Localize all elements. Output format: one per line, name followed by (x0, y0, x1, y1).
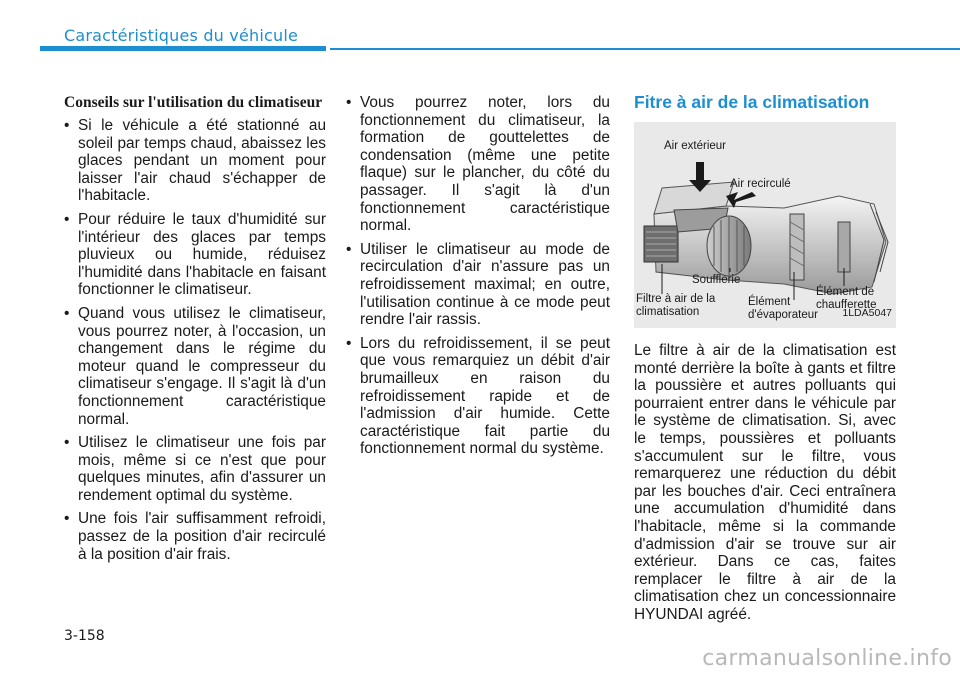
subheading-ac-tips: Conseils sur l'utilisation du climatiseur (64, 94, 323, 111)
list-item: • Utiliser le climatiseur au mode de recirculation d'air n'assure pas un refroidissement maximal; en outre, l'utilisation continue à ce mode peut rendre l'air rassis. (346, 240, 610, 329)
ac-filter-diagram (634, 122, 896, 328)
label-ac-filter: Filtre à air de la climatisation (636, 293, 716, 318)
bullet-dot: • (64, 510, 70, 528)
list-item: • Une fois l'air suffisamment refroidi, passez de la position d'air recirculé à la position d'air frais. (64, 510, 326, 563)
section-title-ac-filter: Fitre à air de la climatisation (634, 92, 870, 112)
left-column (64, 94, 326, 569)
label-heater-core: Élément de chaufferette (816, 286, 877, 311)
right-column (634, 92, 896, 624)
bullet-dot: • (64, 117, 70, 134)
bullet-dot: • (64, 304, 70, 322)
list-item: • Utilisez le climatiseur une fois par mois, même si ce n'est que pour quelques minutes, afin d'assurer un rendement optimal du système. (64, 434, 326, 504)
list-item: • Pour réduire le taux d'humidité sur l'intérieur des glaces par temps pluvieux ou humide, réduisez l'humidité dans l'habitacle en faisant fonctionner le climatiseur. (64, 210, 326, 299)
list-item: • Lors du refroidissement, il se peut que vous remarquiez un débit d'air brumailleux en raison du refroidissement rapide et de l'admission d'air humide. Cette caractéristique fait partie du fonctionnement normal du système. (346, 334, 610, 458)
list-item: • Quand vous utilisez le climatiseur, vous pourrez noter, à l'occasion, un changement dans le régime du moteur quand le compresseur du climatiseur s'engage. Il s'agit là d'un fonctionnement caractéristique normal. (64, 304, 326, 428)
label-recirculated-air: Air recirculé (730, 178, 791, 190)
label-evaporator: Élément d'évaporateur (748, 296, 818, 321)
figure-code: 1LDA5047 (842, 307, 892, 320)
page-number: 3-158 (64, 628, 105, 644)
watermark: carmanualsonline.info (702, 646, 952, 671)
header-rule-thin (330, 48, 960, 50)
left-bullet-list (64, 117, 326, 563)
list-item: • Vous pourrez noter, lors du fonctionnement du climatiseur, la formation de gouttelettes de condensation (même une petite flaque) sur le plancher, du côté du passager. Il s'agit là d'un fonctionnement caractéristique normal. (346, 94, 610, 235)
middle-column (346, 94, 610, 464)
list-item: • Si le véhicule a été stationné au soleil par temps chaud, abaissez les glaces pendant un moment pour laisser l'air chaud s'échapper de l'habitacle. (64, 117, 326, 205)
bullet-dot: • (346, 334, 352, 352)
bullet-dot: • (64, 434, 70, 452)
header-rule-thick (40, 46, 326, 51)
section-header: Caractéristiques du véhicule (64, 26, 299, 45)
middle-bullet-list (346, 94, 610, 458)
label-outside-air: Air extérieur (664, 140, 726, 152)
bullet-dot: • (64, 210, 70, 228)
filter-description-paragraph: Le filtre à air de la climatisation est monté derrière la boîte à gants et filtre la poussière et autres polluants qui pourraient entrer dans le véhicule par le système de climatisation. Si, avec le temps, poussières et polluants s'accumulent sur le filtre, vous remarquerez une réduction du débit par les bouches d'air. Ceci entraînera une accumulation d'humidité dans l'habitacle, même si la commande d'admission d'air se trouve sur air extérieur. Dans ce cas, faites remplacer le filtre à air de la climatisation chez un concessionnaire HYUNDAI agréé. (634, 342, 896, 623)
bullet-dot: • (346, 94, 352, 111)
bullet-dot: • (346, 240, 352, 258)
label-blower: Soufflerie (692, 274, 741, 286)
